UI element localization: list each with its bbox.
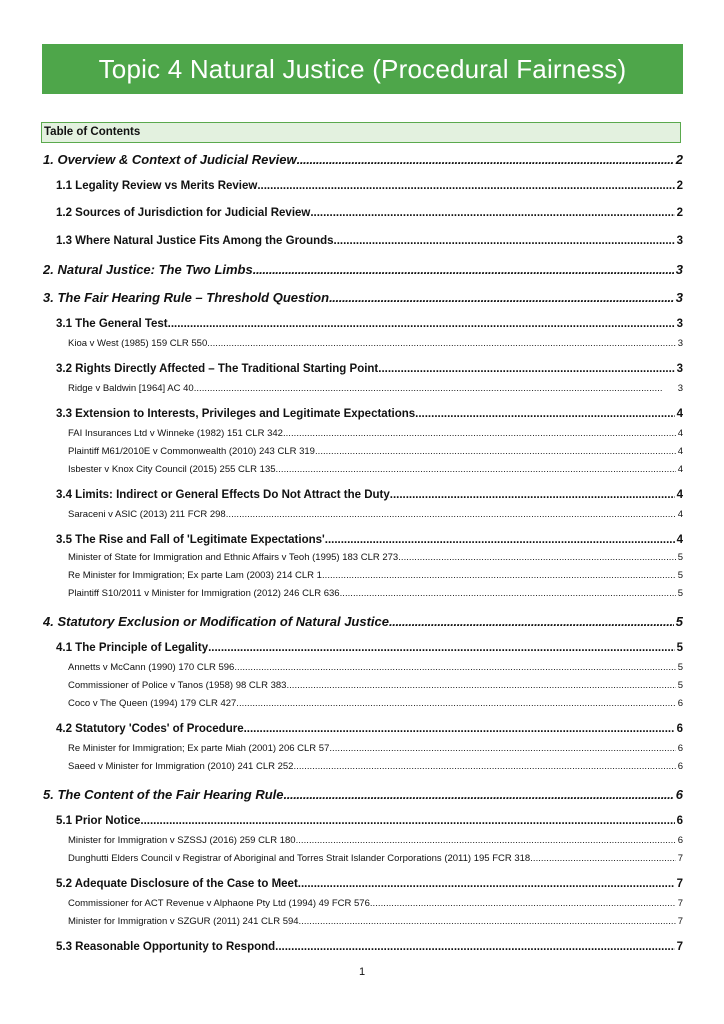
dot-leader: [276, 464, 676, 475]
dot-leader: [253, 262, 674, 277]
toc-entry-title: Plaintiff S10/2011 v Minister for Immigration (2012) 246 CLR 636: [68, 588, 340, 599]
toc-entry-page: 7: [677, 916, 683, 927]
toc-subsection[interactable]: [56, 878, 683, 894]
toc-entry-page: 5: [677, 588, 683, 599]
page-number: 1: [358, 966, 366, 978]
toc-section[interactable]: [43, 152, 683, 170]
toc-entry-title: Minister for Immigration v SZGUR (2011) 241 CLR 594: [68, 916, 299, 927]
toc-entry-title: Coco v The Queen (1994) 179 CLR 427: [68, 698, 237, 709]
toc-section[interactable]: [43, 787, 683, 805]
toc-entry-page: 5: [677, 662, 683, 673]
dot-leader: [378, 363, 674, 375]
toc-entry-title: 1.3 Where Natural Justice Fits Among the Grounds: [56, 235, 334, 247]
toc-entry-title: Commissioner for ACT Revenue v Alphaone Pty Ltd (1994) 49 FCR 576: [68, 898, 370, 909]
toc-entry-title: 4.1 The Principle of Legality: [56, 642, 209, 654]
toc-entry-title: 1.1 Legality Review vs Merits Review: [56, 180, 258, 192]
toc-entry-page: 6: [676, 815, 683, 827]
toc-subsection[interactable]: [56, 534, 683, 550]
dot-leader: [168, 318, 675, 330]
dot-leader: [234, 662, 675, 673]
toc-entry-title: 3.5 The Rise and Fall of 'Legitimate Expectations': [56, 534, 325, 546]
toc-entry-page: 3: [676, 363, 683, 375]
toc-case[interactable]: [68, 428, 683, 442]
toc-entry-title: Dunghutti Elders Council v Registrar of Aboriginal and Torres Strait Islander Corporations (2011) 195 FCR 318: [68, 853, 531, 864]
dot-leader: [297, 152, 674, 167]
toc-entry-title: 1.2 Sources of Jurisdiction for Judicial Review: [56, 207, 311, 219]
dot-leader: [398, 552, 675, 563]
toc-entry-page: 7: [676, 878, 683, 890]
dot-leader: [208, 642, 674, 654]
toc-entry-page: 6: [677, 698, 683, 709]
toc-entry-page: 7: [676, 941, 683, 953]
dot-leader: [370, 898, 676, 909]
toc-case[interactable]: [68, 552, 683, 566]
toc-entry-title: Re Minister for Immigration; Ex parte Miah (2001) 206 CLR 57: [68, 743, 330, 754]
toc-entry-page: 3: [676, 235, 683, 247]
toc-heading: Table of Contents: [41, 122, 681, 143]
dot-leader: [530, 853, 675, 864]
toc-entry-page: 2: [676, 180, 683, 192]
toc-entry-title: 5.2 Adequate Disclosure of the Case to Meet: [56, 878, 298, 890]
dot-leader: [296, 835, 676, 846]
dot-leader: [140, 815, 674, 827]
toc-case[interactable]: [68, 383, 683, 397]
toc-case[interactable]: [68, 761, 683, 775]
toc-entry-title: Isbester v Knox City Council (2015) 255 CLR 135: [68, 464, 276, 475]
toc-section[interactable]: [43, 290, 683, 308]
toc-entry-page: 6: [676, 723, 683, 735]
toc-entry-title: FAI Insurances Ltd v Winneke (1982) 151 CLR 342: [68, 428, 283, 439]
dot-leader: [226, 509, 676, 520]
toc-case[interactable]: [68, 898, 683, 912]
toc-entry-title: Saraceni v ASIC (2013) 211 FCR 298: [68, 509, 226, 520]
toc-subsection[interactable]: [56, 408, 683, 424]
toc-entry-page: 2: [676, 207, 683, 219]
toc-entry-page: 4: [677, 446, 683, 457]
toc-entry-title: Minister of State for Immigration and Ethnic Affairs v Teoh (1995) 183 CLR 273: [68, 552, 399, 563]
toc-entry-page: 4: [676, 489, 683, 501]
toc-subsection[interactable]: [56, 235, 683, 251]
dot-leader: [415, 408, 674, 420]
dot-leader: [322, 570, 676, 581]
dot-leader: [283, 428, 676, 439]
toc-entry-title: 2. Natural Justice: The Two Limbs: [43, 262, 253, 277]
toc-subsection[interactable]: [56, 723, 683, 739]
toc-section[interactable]: [43, 614, 683, 632]
dot-leader: [340, 588, 676, 599]
toc-entry-page: 5: [677, 552, 683, 563]
toc-entry-title: 3.1 The General Test: [56, 318, 168, 330]
dot-leader: [298, 878, 675, 890]
dot-leader: [389, 614, 674, 629]
dot-leader: [325, 534, 675, 546]
toc-subsection[interactable]: [56, 180, 683, 196]
toc-case[interactable]: [68, 570, 683, 584]
dot-leader: [207, 338, 675, 349]
toc-subsection[interactable]: [56, 207, 683, 223]
toc-entry-title: 5.1 Prior Notice: [56, 815, 141, 827]
toc-section[interactable]: [43, 262, 683, 280]
toc-entry-title: 4.2 Statutory 'Codes' of Procedure: [56, 723, 244, 735]
dot-leader: [286, 680, 675, 691]
toc-entry-title: 1. Overview & Context of Judicial Review: [43, 152, 297, 167]
toc-case[interactable]: [68, 835, 683, 849]
toc-entry-title: 3.4 Limits: Indirect or General Effects Do Not Attract the Duty: [56, 489, 390, 501]
toc-entry-page: 5: [676, 642, 683, 654]
dot-leader: [315, 446, 676, 457]
toc-entry-title: 3.3 Extension to Interests, Privileges and Legitimate Expectations: [56, 408, 416, 420]
dot-leader: [299, 916, 676, 927]
toc-entry-page: 6: [677, 743, 683, 754]
document-title-bar: [42, 44, 683, 94]
dot-leader: [310, 207, 674, 219]
toc-case[interactable]: [68, 698, 683, 712]
toc-entry-title: Annetts v McCann (1990) 170 CLR 596: [68, 662, 235, 673]
toc-entry-title: 5.3 Reasonable Opportunity to Respond: [56, 941, 276, 953]
toc-entry-page: 3: [677, 338, 683, 349]
dot-leader: [244, 723, 675, 735]
toc-subsection[interactable]: [56, 642, 683, 658]
toc-subsection[interactable]: [56, 941, 683, 957]
toc-case[interactable]: [68, 464, 683, 478]
toc-entry-page: 4: [677, 464, 683, 475]
toc-subsection[interactable]: [56, 363, 683, 379]
document-title: Topic 4 Natural Justice (Procedural Fairness): [98, 53, 627, 84]
toc-entry-page: 4: [677, 428, 683, 439]
toc-entry-page: 3: [676, 318, 683, 330]
toc-entry-page: 5: [677, 570, 683, 581]
toc-entry-page: 3: [675, 290, 683, 305]
toc-entry-title: Commissioner of Police v Tanos (1958) 98 CLR 383: [68, 680, 287, 691]
toc-entry-page: 6: [677, 835, 683, 846]
toc-entry-page: 4: [676, 534, 683, 546]
toc-case[interactable]: [68, 446, 683, 460]
toc-entry-title: Saeed v Minister for Immigration (2010) 241 CLR 252: [68, 761, 294, 772]
dot-leader: [236, 698, 675, 709]
toc-case[interactable]: [68, 853, 683, 867]
toc-entry-page: 4: [676, 408, 683, 420]
toc-entry-title: Re Minister for Immigration; Ex parte Lam (2003) 214 CLR 1: [68, 570, 322, 581]
toc-case[interactable]: [68, 916, 683, 930]
toc-entry-page: 5: [677, 680, 683, 691]
toc-entry-page: 5: [675, 614, 683, 629]
dot-leader: [275, 941, 674, 953]
toc-entry-page: 3: [677, 383, 683, 394]
dot-leader: [329, 290, 674, 305]
toc-case[interactable]: [68, 509, 683, 523]
toc-subsection[interactable]: [56, 815, 683, 831]
toc-entry-title: Plaintiff M61/2010E v Commonwealth (2010) 243 CLR 319: [68, 446, 315, 457]
toc-entry-title: 3. The Fair Hearing Rule – Threshold Question: [43, 290, 330, 305]
toc-entry-title: Ridge v Baldwin [1964] AC 40: [68, 383, 194, 394]
toc-case[interactable]: [68, 743, 683, 757]
toc-entry-page: 4: [677, 509, 683, 520]
toc-entry-page: 3: [675, 262, 683, 277]
toc-subsection[interactable]: [56, 318, 683, 334]
toc-entry-page: 6: [675, 787, 683, 802]
toc-entry-title: 3.2 Rights Directly Affected – The Traditional Starting Point: [56, 363, 379, 375]
toc-entry-title: Kioa v West (1985) 159 CLR 550: [68, 338, 208, 349]
dot-leader: [334, 235, 675, 247]
toc-case[interactable]: [68, 588, 683, 602]
toc-entry-page: 2: [675, 152, 683, 167]
toc-case[interactable]: [68, 338, 683, 352]
dot-leader: [390, 489, 675, 501]
toc-case[interactable]: [68, 680, 683, 694]
toc-subsection[interactable]: [56, 489, 683, 505]
toc-entry-title: Minister for Immigration v SZSSJ (2016) 259 CLR 180: [68, 835, 296, 846]
dot-leader: [284, 787, 674, 802]
dot-leader: [194, 383, 676, 394]
toc-case[interactable]: [68, 662, 683, 676]
toc-entry-page: 7: [677, 898, 683, 909]
dot-leader: [257, 180, 674, 192]
dot-leader: [329, 743, 675, 754]
dot-leader: [293, 761, 675, 772]
toc-entry-page: 7: [677, 853, 683, 864]
toc-entry-page: 6: [677, 761, 683, 772]
toc-entry-title: 5. The Content of the Fair Hearing Rule: [43, 787, 284, 802]
toc-entry-title: 4. Statutory Exclusion or Modification of Natural Justice: [43, 614, 389, 629]
